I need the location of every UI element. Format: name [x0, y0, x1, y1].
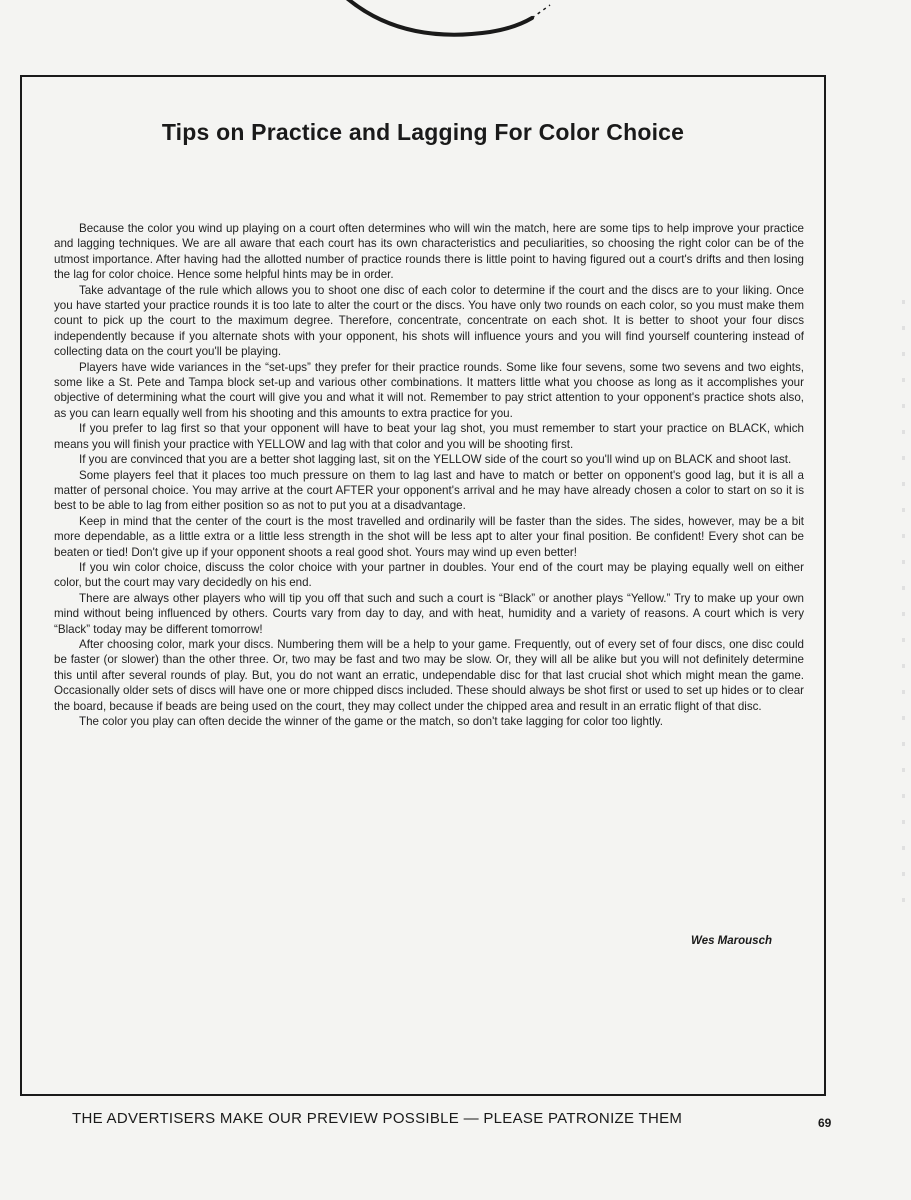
article-paragraph: If you are convinced that you are a better shot lagging last, sit on the YELLOW side of the court so you'll wind up on BLACK and shoot last.: [79, 453, 792, 467]
article-paragraph: After choosing color, mark your discs. Numbering them will be a help to your game. Frequently, out of every set of four discs, one disc could be faster (or slower) than the other three. Or, two may be fast and two may be slow. Or, they will all be alike but you will not definitely determine this until after several rounds of play. But, you do not want an erratic, undependable disc for that last crucial shot which might mean the game. Occasionally older sets of discs will have one or more chipped discs included. These should always be shot first or used to set up hides or to clear the board, because if beads are being used on the court, they may collect under the chipped area and result in an erratic flight of that disc.: [54, 637, 804, 713]
article-frame: [20, 75, 826, 1096]
decorative-arc-graphic: [300, 0, 560, 50]
article-paragraph: The color you play can often decide the winner of the game or the match, so don't take lagging for color too lightly.: [79, 715, 663, 728]
article-paragraph: Because the color you wind up playing on a court often determines who will win the match, here are some tips to help improve your practice and lagging techniques. We are all aware that each court has its own characteristics and peculiarities, so choosing the right color can be of the utmost importance. After having had the allotted number of practice rounds there is little point to having figured out a court's drifts and then losing the lag for color choice. Hence some helpful hints may be in order.: [54, 222, 804, 282]
article-paragraph: If you win color choice, discuss the color choice with your partner in doubles. Your end of the court may be playing equally well on either color, but the court may vary decidedly on his end.: [54, 560, 804, 590]
article-body: [54, 221, 804, 729]
article-paragraph: Some players feel that it places too much pressure on them to lag last and have to match or better on opponent's good lag, but it is all a matter of personal choice. You may arrive at the court AFTER your opponent's arrival and he may have already chosen a color to start on so it is best to be able to lag from either position so as not to put you at a disadvantage.: [54, 468, 804, 513]
page-edge-marks: [902, 300, 905, 920]
article-paragraph: Keep in mind that the center of the court is the most travelled and ordinarily will be faster than the sides. The sides, however, may be a bit more dependable, as a little extra or a little less strength in the shot will be less apt to alter your final position. Be confident! Every shot can be beaten or tied! Don't give up if your opponent shoots a real good shot. Yours may wind up even better!: [54, 514, 804, 559]
article-paragraph: There are always other players who will tip you off that such and such a court is “Black” or another plays “Yellow.” Try to make up your own mind without being influenced by others. Courts vary from day to day, and with heat, humidity and a variety of reasons. A court which is very “Black” today may be different tomorrow!: [54, 591, 804, 636]
article-title: Tips on Practice and Lagging For Color Choice: [161, 119, 685, 145]
footer-advertiser-notice: THE ADVERTISERS MAKE OUR PREVIEW POSSIBLE — PLEASE PATRONIZE THEM: [72, 1110, 683, 1127]
page-number: 69: [818, 1116, 832, 1130]
article-paragraph: Players have wide variances in the “set-ups” they prefer for their practice rounds. Some like four sevens, some two sevens and two eights, some like a St. Pete and Tampa block set-up and various other combinations. It matters little what you choose as long as it accomplishes your objective of determining what the court will give you and what it will not. Remember to pay strict attention to your opponent's practice shots also, as you can learn equally well from his shooting and this amounts to extra practice for you.: [54, 360, 804, 420]
author-signature: Wes Marousch: [691, 935, 772, 947]
article-paragraph: If you prefer to lag first so that your opponent will have to beat your lag shot, you must remember to start your practice on BLACK, which means you will finish your practice with YELLOW and lag with that color and you will be shooting first.: [54, 422, 804, 451]
article-paragraph: Take advantage of the rule which allows you to shoot one disc of each color to determine if the court and the discs are to your liking. Once you have started your practice rounds it is too late to alter the court or the discs. You have only two rounds on each color, so you must make them count to pick up the court to the maximum degree. Therefore, concentrate, concentrate on each shot. It is better to shoot your four discs independently because if you alternate shots with your opponent, his shots will influence yours and you will find yourself countering instead of collecting data on the court you'll be playing.: [54, 283, 804, 359]
